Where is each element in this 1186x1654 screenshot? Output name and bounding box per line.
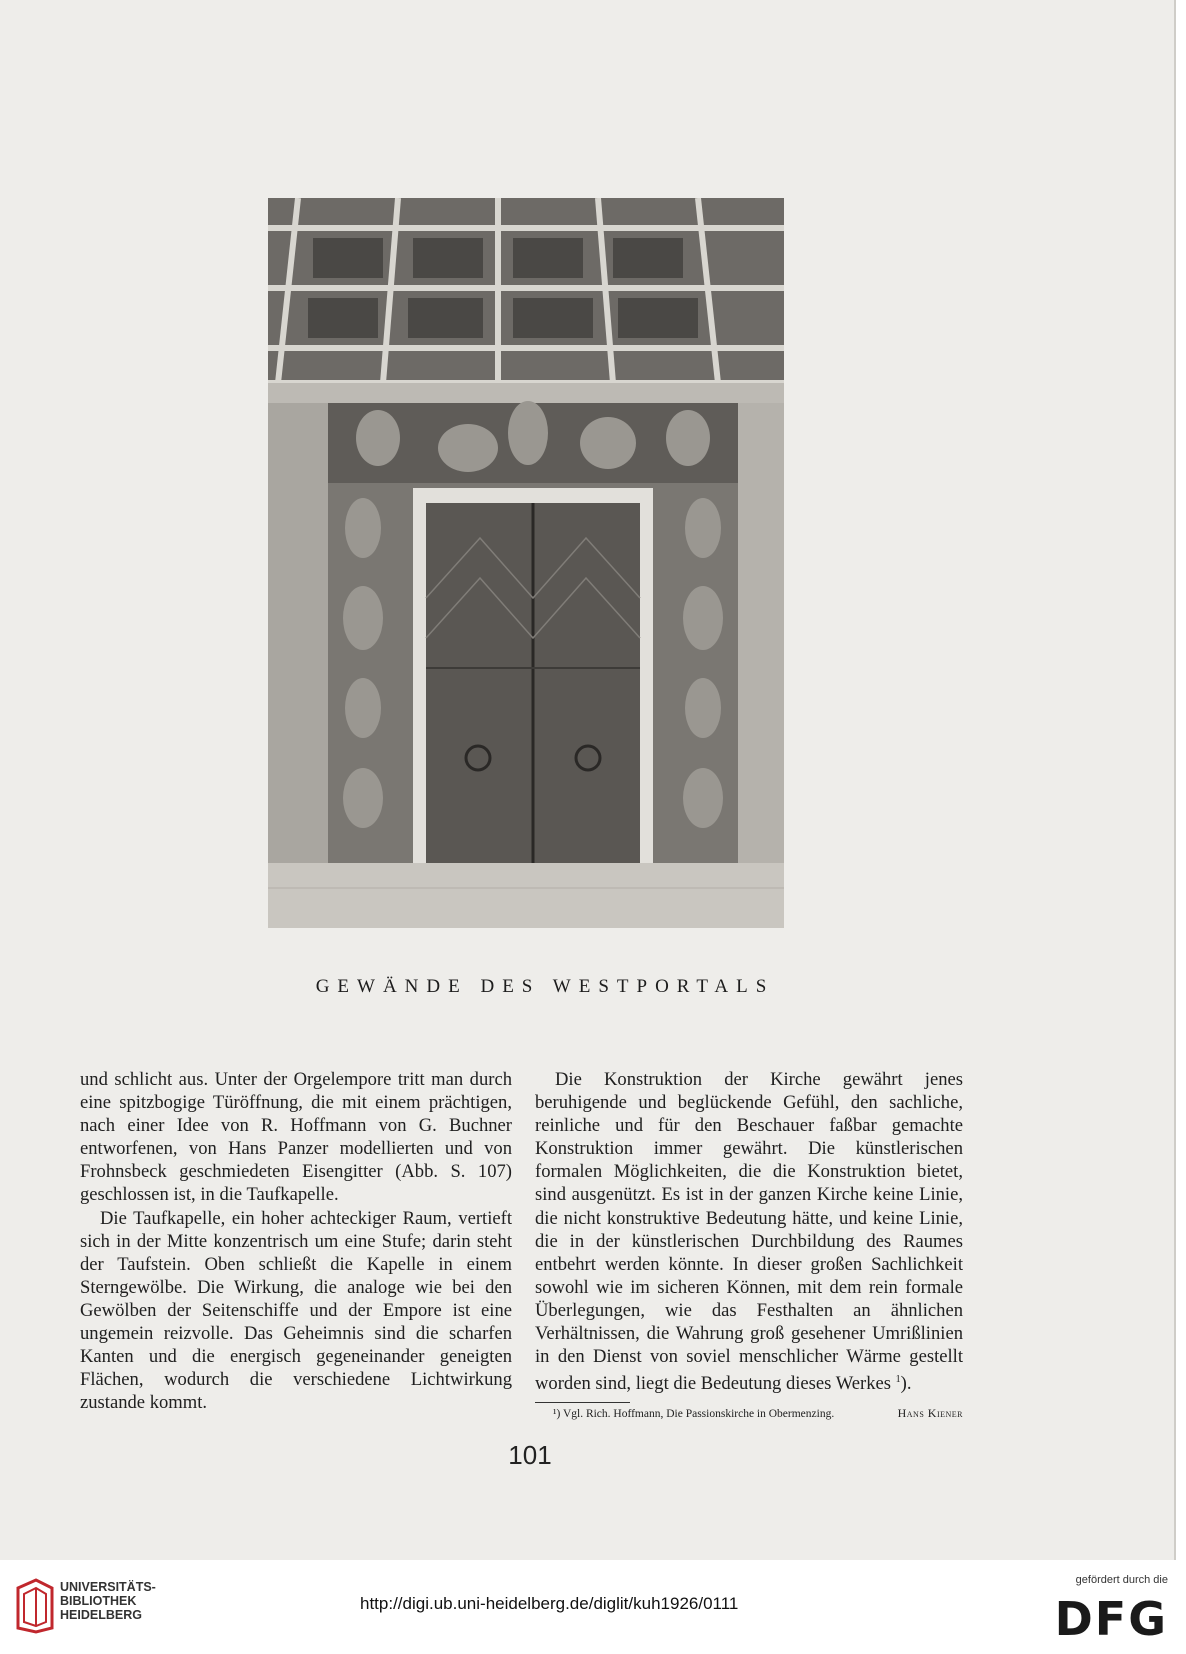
university-library-logo-icon[interactable] bbox=[14, 1578, 56, 1634]
right-paragraph-1-end: ). bbox=[900, 1373, 912, 1395]
author-name: Hans Kiener bbox=[897, 1405, 963, 1420]
portal-image bbox=[268, 198, 784, 928]
funded-by-label: gefördert durch die bbox=[1075, 1574, 1168, 1586]
dfg-logo[interactable]: DFG bbox=[1054, 1592, 1168, 1646]
footnote-marker: 1 bbox=[895, 1374, 901, 1386]
footnote: ¹) Vgl. Rich. Hoffmann, Die Passionskirche in Obermenzing. bbox=[553, 1407, 835, 1420]
library-name-line-3: HEIDELBERG bbox=[60, 1608, 142, 1622]
figure-caption: GEWÄNDE DES WESTPORTALS bbox=[315, 976, 775, 997]
permalink-url[interactable]: http://digi.ub.uni-heidelberg.de/diglit/kuh1926/0111 bbox=[360, 1594, 739, 1613]
library-name-line-2: BIBLIOTHEK bbox=[60, 1594, 137, 1608]
left-paragraph-2: Die Taufkapelle, ein hoher achteckiger Raum, vertieft sich in der Mitte konzentrisch um eine Stufe; darin steht der Taufstein. Oben schließt die Kapelle in einem Sterngewölbe. Die Wirkung, die analoge wie bei den Gewölben der Seitenschiffe und der Empore ist eine ungemein reizvolle. Das Geheimnis sind die scharfen Kanten und die energisch gegeneinander geneigten Flächen, wodurch die verschiedene Lichtwirkung zustande kommt. bbox=[80, 1207, 512, 1414]
left-paragraph-1: und schlicht aus. Unter der Orgelempore tritt man durch eine spitzbogige Türöffnung, die mit einem prächtigen, nach einer Idee von R. Hoffmann von G. Buchner entworfenen, von Hans Panzer modellierten und von Frohnsbeck geschmiedeten Eisengitter (Abb. S. 107) geschlossen ist, in die Taufkapelle. bbox=[80, 1069, 512, 1206]
portal-photograph bbox=[268, 198, 784, 928]
left-column bbox=[80, 1068, 512, 1414]
floor bbox=[268, 863, 784, 928]
library-name-line-1: UNIVERSITÄTS- bbox=[60, 1580, 156, 1594]
library-name[interactable] bbox=[60, 1580, 156, 1622]
footnote-rule bbox=[535, 1402, 630, 1403]
footer-bar bbox=[0, 1560, 1186, 1654]
right-column bbox=[535, 1068, 963, 1425]
page-number: 101 bbox=[508, 1440, 552, 1470]
right-paragraph-1-text: Die Konstruktion der Kirche gewährt jenes beruhigende und beglückende Gefühl, den sachliche, reinliche und für den Beschauer faßbar gemachte Konstruktion immer gewährt. Die künstlerischen formalen Möglichkeiten, die die Konstruktion bietet, sind ausgenützt. Es ist in der ganzen Kirche keine Linie, die nicht konstruktive Bedeutung hätte, und keine Linie, die in der künstlerischen Durchbildung des Raumes entbehrt werden könnte. In dieser großen Sachlichkeit sowohl wie im sicheren Können, mit dem rein formale Überlegungen, wie das Festhalten an ähnlichen Verhältnissen, die Wahrung groß gesehener Umrißlinien in den Dienst von soviel menschlicher Wärme gestellt worden sind, liegt die Bedeutung dieses Werkes bbox=[535, 1069, 963, 1395]
